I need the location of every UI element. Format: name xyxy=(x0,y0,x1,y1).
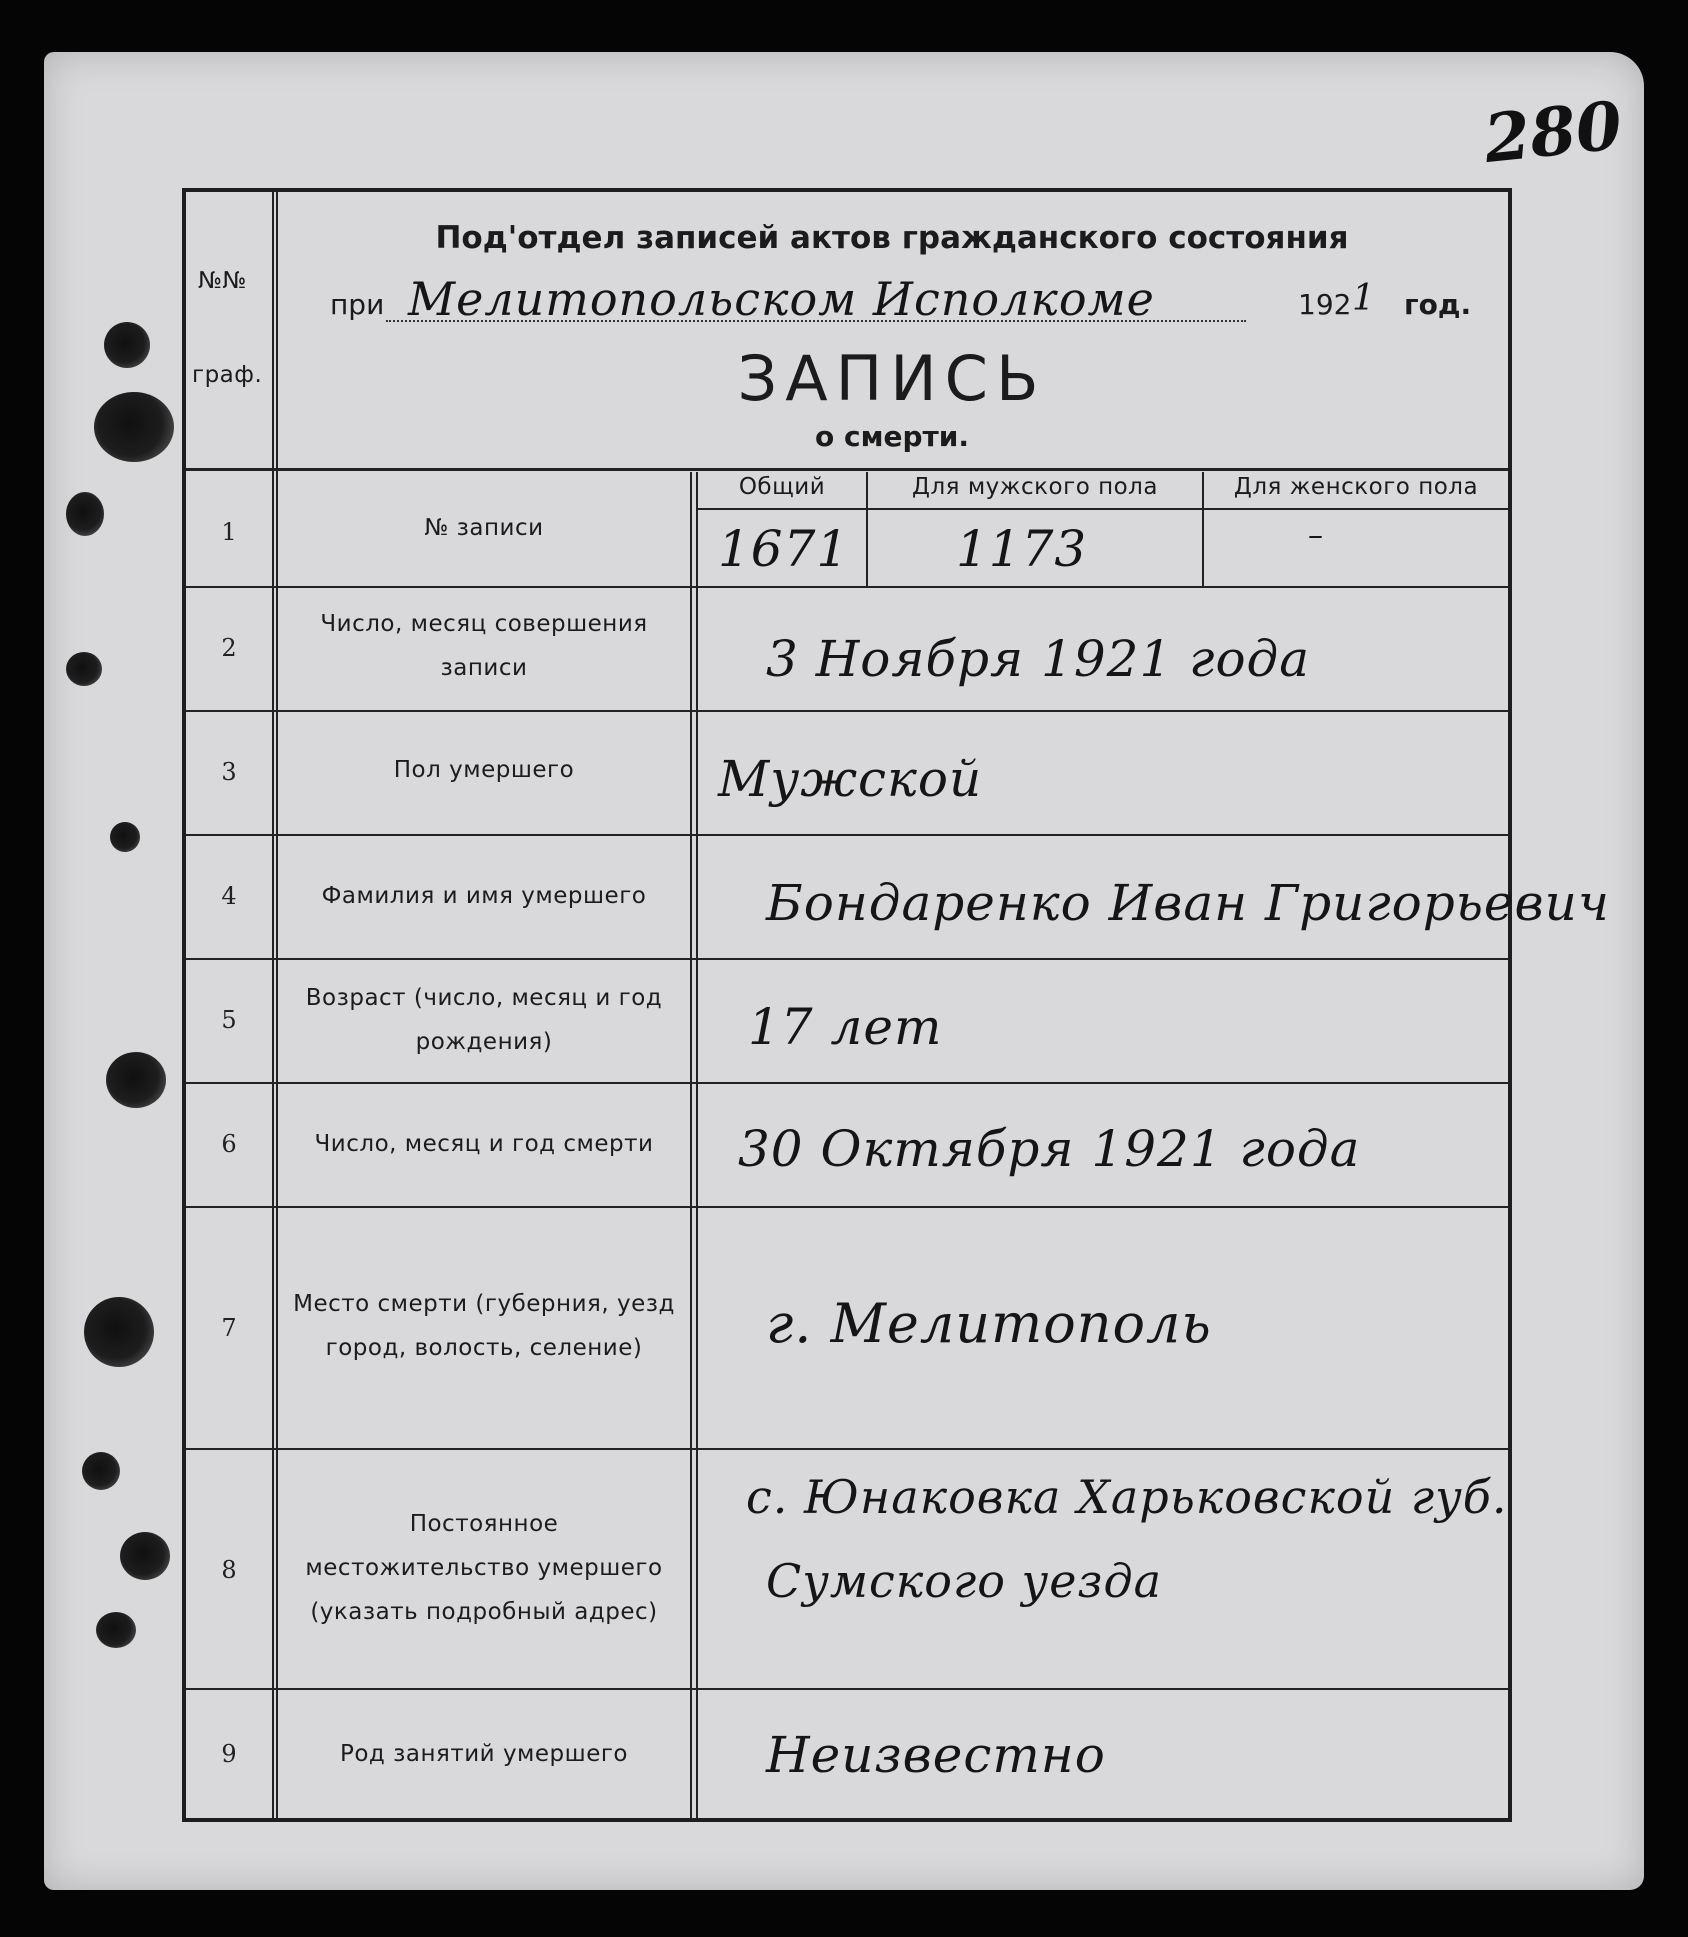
row-divider xyxy=(186,1082,1508,1084)
age-value: 17 лет xyxy=(748,998,943,1056)
record-number-male: 1173 xyxy=(956,520,1088,578)
name-value: Бондаренко Иван Григорьевич xyxy=(766,874,1610,932)
row-divider xyxy=(186,586,1508,588)
binding-hole xyxy=(106,1052,166,1108)
column-divider xyxy=(272,192,274,1818)
row-divider xyxy=(186,1448,1508,1450)
row-number: 8 xyxy=(221,1556,237,1584)
record-title: ЗАПИСЬ xyxy=(737,342,1047,415)
residence-value-line1: с. Юнаковка Харьковской губ. xyxy=(746,1470,1508,1524)
row-label: Фамилия и имя умершего xyxy=(321,883,647,909)
row-divider xyxy=(186,468,1508,471)
row-number: 4 xyxy=(221,882,237,910)
row-label: № записи xyxy=(424,515,544,541)
row-number: 9 xyxy=(221,1740,237,1768)
row-label: Постоянное местожительство умершего (указать подробный адрес) xyxy=(305,1511,663,1625)
record-number-female: – xyxy=(1308,518,1324,553)
row-divider xyxy=(186,958,1508,960)
binding-hole xyxy=(66,492,104,536)
death-record-form xyxy=(182,188,1610,1822)
numbers-label: №№ xyxy=(198,268,247,294)
subdepartment-title: Под'отдел записей актов гражданского состояния xyxy=(435,220,1349,256)
row-divider xyxy=(186,834,1508,836)
year-prefix: 192 xyxy=(1298,288,1352,321)
row-number: 2 xyxy=(221,634,237,662)
column-divider xyxy=(690,472,692,1818)
row-divider xyxy=(186,1206,1508,1208)
binding-hole xyxy=(82,1452,120,1490)
record-subtitle: о смерти. xyxy=(815,420,969,453)
residence-value-line2: Сумского уезда xyxy=(766,1554,1163,1608)
death-place-value: г. Мелитополь xyxy=(766,1292,1212,1355)
year-handwritten: 1 xyxy=(1352,278,1376,319)
row-label: Число, месяц и год смерти xyxy=(314,1131,654,1157)
binding-hole xyxy=(94,392,174,462)
row-number: 5 xyxy=(221,1006,237,1034)
row-label: Пол умершего xyxy=(393,757,575,783)
row-label: Число, месяц совершения записи xyxy=(320,611,648,681)
row-number: 1 xyxy=(221,518,237,546)
row-number: 3 xyxy=(221,758,237,786)
row-number: 7 xyxy=(221,1314,237,1342)
binding-hole xyxy=(104,322,150,368)
row-label: Место смерти (губерния, уезд город, волость, селение) xyxy=(293,1291,675,1361)
column-general: Общий xyxy=(738,474,826,500)
binding-hole xyxy=(84,1297,154,1367)
institution-handwritten: Мелитопольском Исполкоме xyxy=(408,272,1155,326)
occupation-value: Неизвестно xyxy=(766,1726,1106,1784)
binding-hole xyxy=(110,822,140,852)
binding-hole xyxy=(96,1612,136,1648)
row-divider xyxy=(696,508,1508,510)
row-divider xyxy=(186,1688,1508,1690)
column-male: Для мужского пола xyxy=(912,474,1158,500)
record-number-general: 1671 xyxy=(718,520,850,578)
death-date-value: 30 Октября 1921 года xyxy=(738,1120,1361,1178)
graph-label: граф. xyxy=(192,362,263,388)
pri-label: при xyxy=(330,288,385,321)
row-label: Род занятий умершего xyxy=(339,1741,629,1767)
row-label: Возраст (число, месяц и год рождения) xyxy=(305,985,663,1055)
row-number: 6 xyxy=(221,1130,237,1158)
row-divider xyxy=(186,710,1508,712)
binding-hole xyxy=(66,652,102,686)
column-female: Для женского пола xyxy=(1233,474,1479,500)
column-divider xyxy=(696,472,698,1818)
year-word: год. xyxy=(1404,288,1472,321)
binding-hole xyxy=(120,1532,170,1580)
record-date-value: 3 Ноября 1921 года xyxy=(766,630,1311,688)
sex-value: Мужской xyxy=(718,750,983,808)
archive-page-number: 280 xyxy=(1480,86,1626,178)
